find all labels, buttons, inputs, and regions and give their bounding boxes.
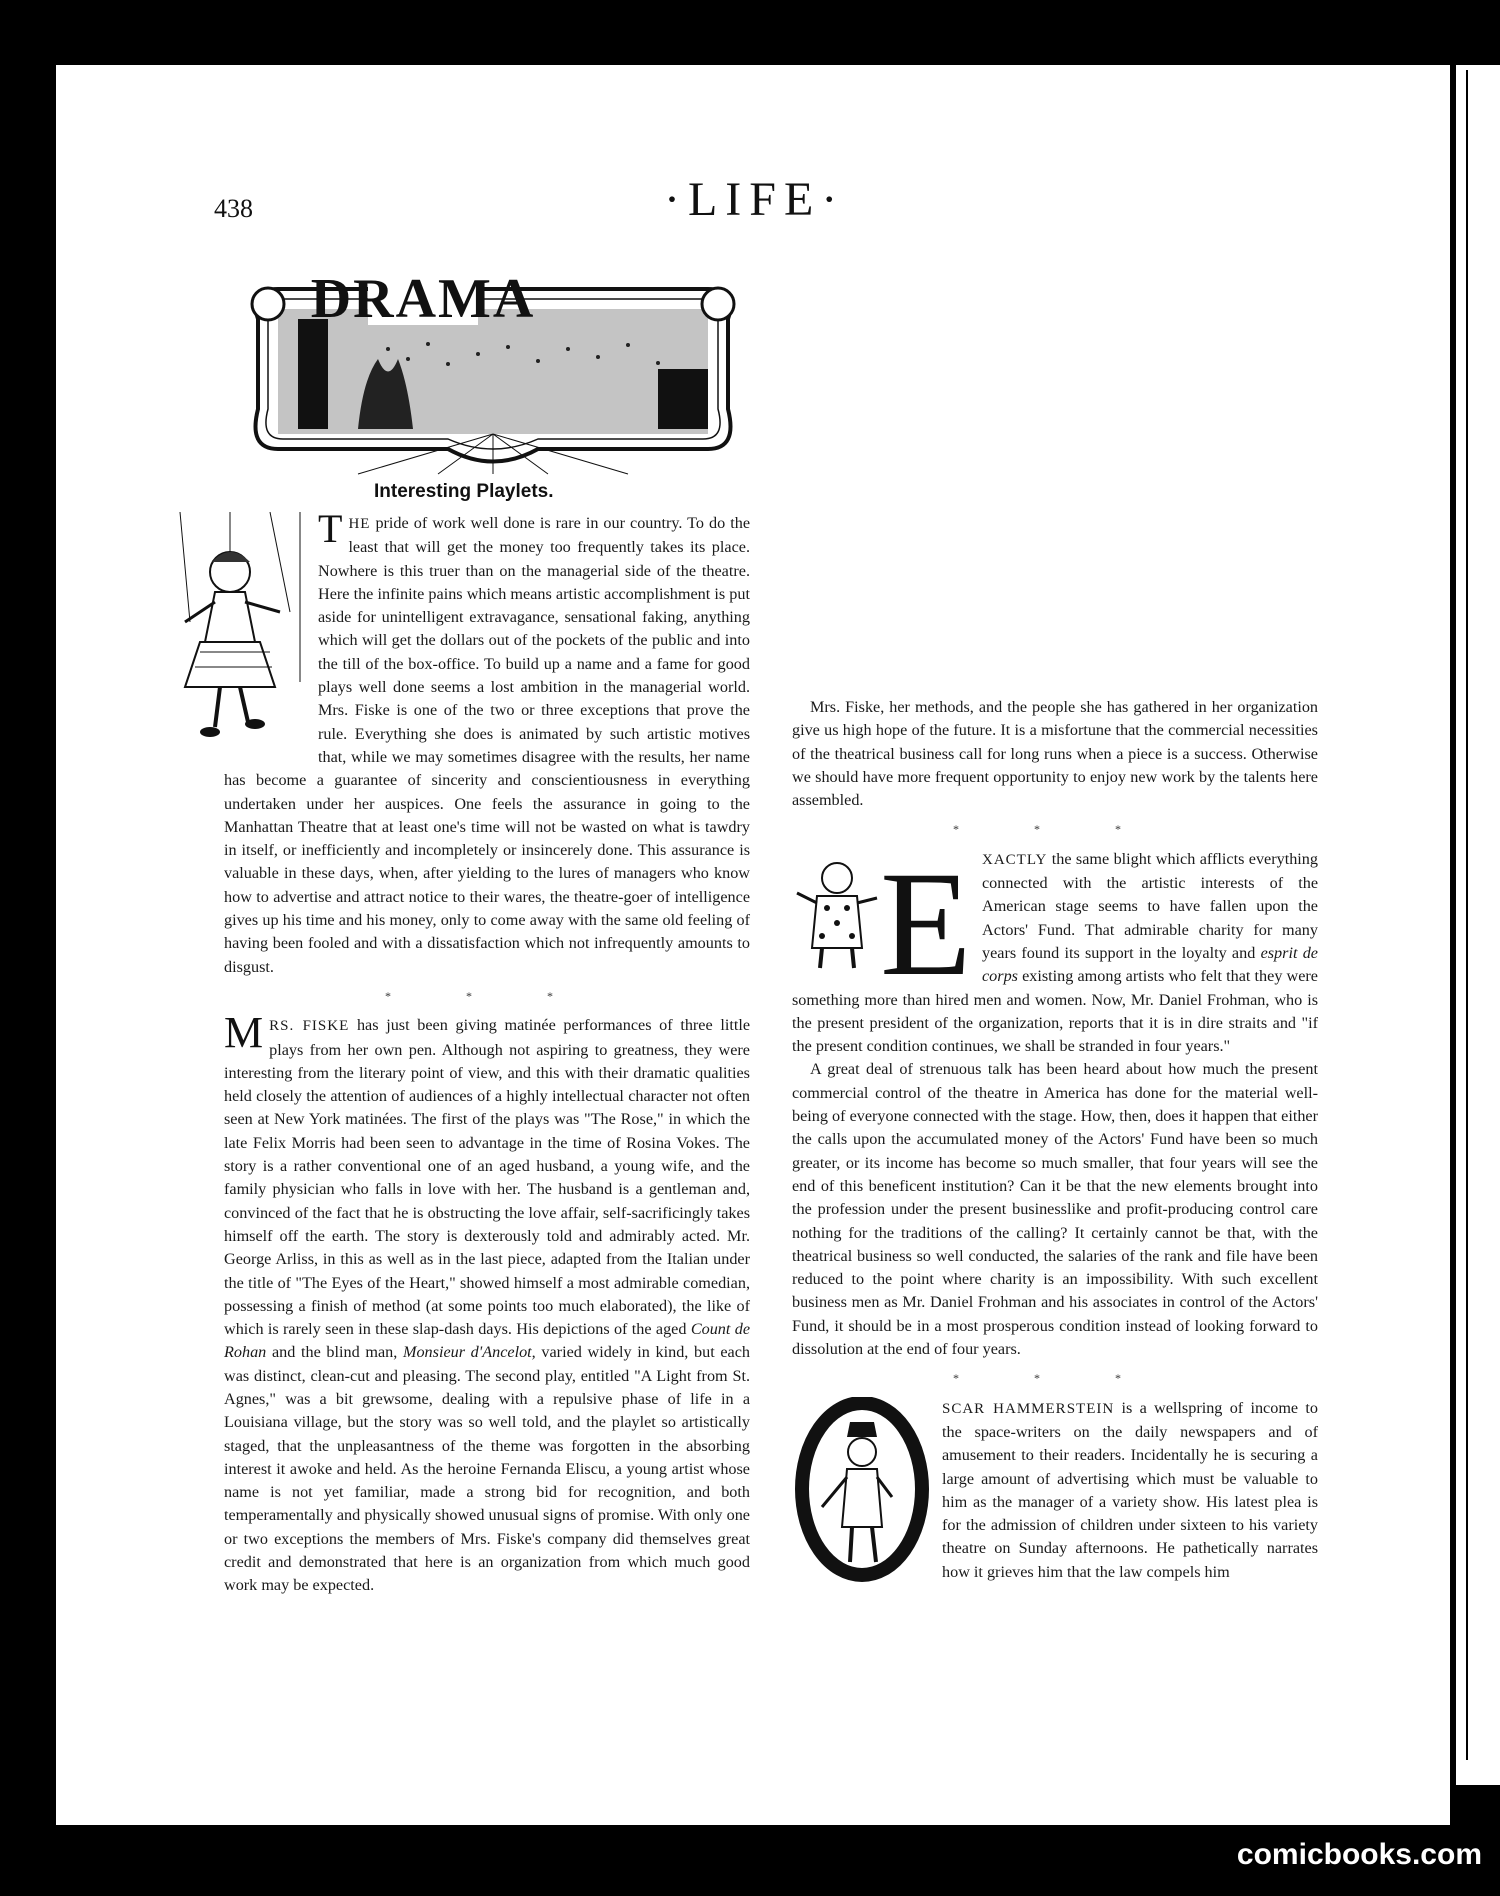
masthead-title: ·LIFE· — [664, 173, 846, 226]
article2-paragraph — [224, 1008, 751, 1597]
dropcap-m: M — [224, 1008, 264, 1058]
article2-lead: RS. FISKE — [269, 1018, 350, 1035]
article4-paragraph — [792, 1397, 1318, 1584]
article2-text-before: has just been giving matinée performances of three little plays from her own pen. Although not aspiring to greatness, they were interesting from the literary point of view, and this with their dramatic qualities held closely the attention of audiences of a highly intellectual character not often seen at New York matinées. The first of the plays was "The Rose," in which the late Felix Morris had been seen to advantage in the time of Rosina Vokes. The story is a rather conventional one of an aged husband, a young wife, and the family physician who falls in love with her. The husband is a gentleman and, convinced of the fact that he is obstructing the love affair, self-sacrificingly takes himself off the earth. The story is dexterously told and admirably acted. Mr. George Arliss, in this as well as in the last piece, adapted from the Italian under the title of "The Eyes of the Heart," showed himself a most admirable comedian, possessing a finish of method (at some points too much elaborated), the like of which is rarely seen in these slap-dash days. His depictions of the aged — [224, 1016, 751, 1339]
right-column — [792, 249, 1318, 1584]
article4-lead: SCAR HAMMERSTEIN — [942, 1400, 1115, 1417]
dropcap-o: O — [792, 1396, 793, 1398]
article3-italic: esprit de corps — [982, 943, 1318, 986]
oscar-dropcap-illustration — [792, 1397, 932, 1582]
section-separator: * * * — [385, 988, 589, 1003]
site-watermark: comicbooks.com — [1236, 1838, 1482, 1871]
article1-text: pride of work well done is rare in our country. To do the least that will get the money too frequently takes its place. Nowhere is this truer than on the managerial side of the theatre. Here the infinite pains which means artistic accomplishment is put aside for unintelligent extravagance, sensational faking, anything which will get the dollars out of the pockets of the public and into the till of the box-office. To build up a name and a fame for good plays well done seems a lost ambition in the managerial world. Mrs. Fiske is one of the two or three exceptions that prove the rule. Everything she does is animated by such artistic motives that, while we may sometimes disagree with the results, her name has become a guarantee of sincerity and conscientiousness in everything undertaken under her auspices. One feels the assurance in going to the Manhattan Theatre that at least one's time will not be wasted on what is tawdry in itself, or inefficiently and incompletely or insincerely done. This assurance is valuable in these days, when, after yielding to the lures of managers who know how to advertise and attract notice to their wares, the theatre-goer of intelligence gives up his time and his money, only to come away with the same old feeling of having been fooled and with a dissatisfaction which not infrequently amounts to disgust. — [224, 514, 750, 976]
article2-text-after: varied widely in kind, but each was distinct, clean-cut and pleasing. The second play, entitled "A Light from St. Agnes," was a bit grewsome, dealing with a repulsive phase of life in a Louisiana village, but the story was so well told, and the playlet so artistically staged, that the unpleasantness of the theme was forgotten in the absorbing interest it awoke and held. As the heroine Fernanda Eliscu, a young artist whose name is not yet familiar, made a strong bid for recognition, and both temperamentally and physically showed unusual signs of promise. With only one or two exceptions the members of Mrs. Fiske's company did themselves great credit and demonstrated that here is an organization from which much good work may be expected. — [224, 1343, 751, 1595]
article3-lead: XACTLY — [982, 851, 1048, 868]
clown-dropcap-illustration — [792, 848, 972, 980]
drama-banner-illustration — [238, 259, 748, 479]
article1-lead: HE — [348, 516, 371, 532]
drama-banner-title: DRAMA — [310, 268, 536, 330]
article3-paragraph — [792, 848, 1318, 1059]
article2-italic-count: Count de Rohan — [224, 1320, 751, 1362]
article2-mid: and the blind man, — [271, 1343, 398, 1362]
dropcap-t: T — [318, 506, 343, 551]
article4-text: is a wellspring of income to the space-writers on the daily newspapers and of amusement to their readers. Incidentally he is securing a large amount of advertising which must be valuable to him as the manager of a variety show. His latest plea is for the admission of children under sixteen to his variety theatre on Sunday afternoons. He pathetically narrates how it grieves him that the law compels him — [942, 1398, 1318, 1581]
section-separator: * * * — [953, 1371, 1157, 1386]
section-separator: * * * — [953, 822, 1157, 837]
dropcap-e: E — [880, 847, 972, 980]
marionette-girl-illustration — [160, 512, 310, 758]
article3-paragraph-2: A great deal of strenuous talk has been heard about how much the present commercial control of the theatre in America has done for the material well-being of everyone connected with the stage. How, then, does it happen that either the calls upon the accumulated money of the Actors' Fund have been so much greater, or its income has become so much smaller, that four years will see the end of this beneficent institution? Can it be that the new elements brought into the profession under the present businesslike and profit-producing control care nothing for the traditions of the calling? It certainly cannot be that, with the theatrical business so well conducted, the salaries of the rank and file have been reduced to the point where charity is an impossibility. With such excellent business men as Mr. Daniel Frohman and his associates in control of the Actors' Fund, it should be in a most prosperous condition instead of looking forward to dissolution at the end of four years. — [792, 1060, 1318, 1359]
next-page-edge — [1456, 65, 1500, 1785]
article3-text-before: the same blight which afflicts everything connected with the artistic interests of the American stage seems to have fallen upon the Actors' Fund. That admirable charity for many years found its support in the loyalty and — [982, 849, 1318, 962]
article-title: Interesting Playlets. — [374, 481, 554, 502]
page-number: 438 — [214, 194, 253, 223]
article3-text-after: existing among artists who felt that they were something more than hired men and women. Now, Mr. Daniel Frohman, who is the present president of the organization, reports that it is in dire straits and "if the present condition continues, we shall be stranded in four years." — [792, 967, 1318, 1056]
article2-paragraph-2: Mrs. Fiske, her methods, and the people she has gathered in her organization give us high hope of the future. It is a misfortune that the commercial necessities of the theatrical business call for long runs when a piece is a success. Otherwise we should have more frequent opportunity to enjoy new work by the talents here assembled. — [792, 698, 1318, 810]
article2-italic-monsieur: Monsieur d'Ancelot, — [402, 1343, 536, 1362]
left-column — [224, 506, 751, 1598]
page-border — [1466, 70, 1468, 1760]
